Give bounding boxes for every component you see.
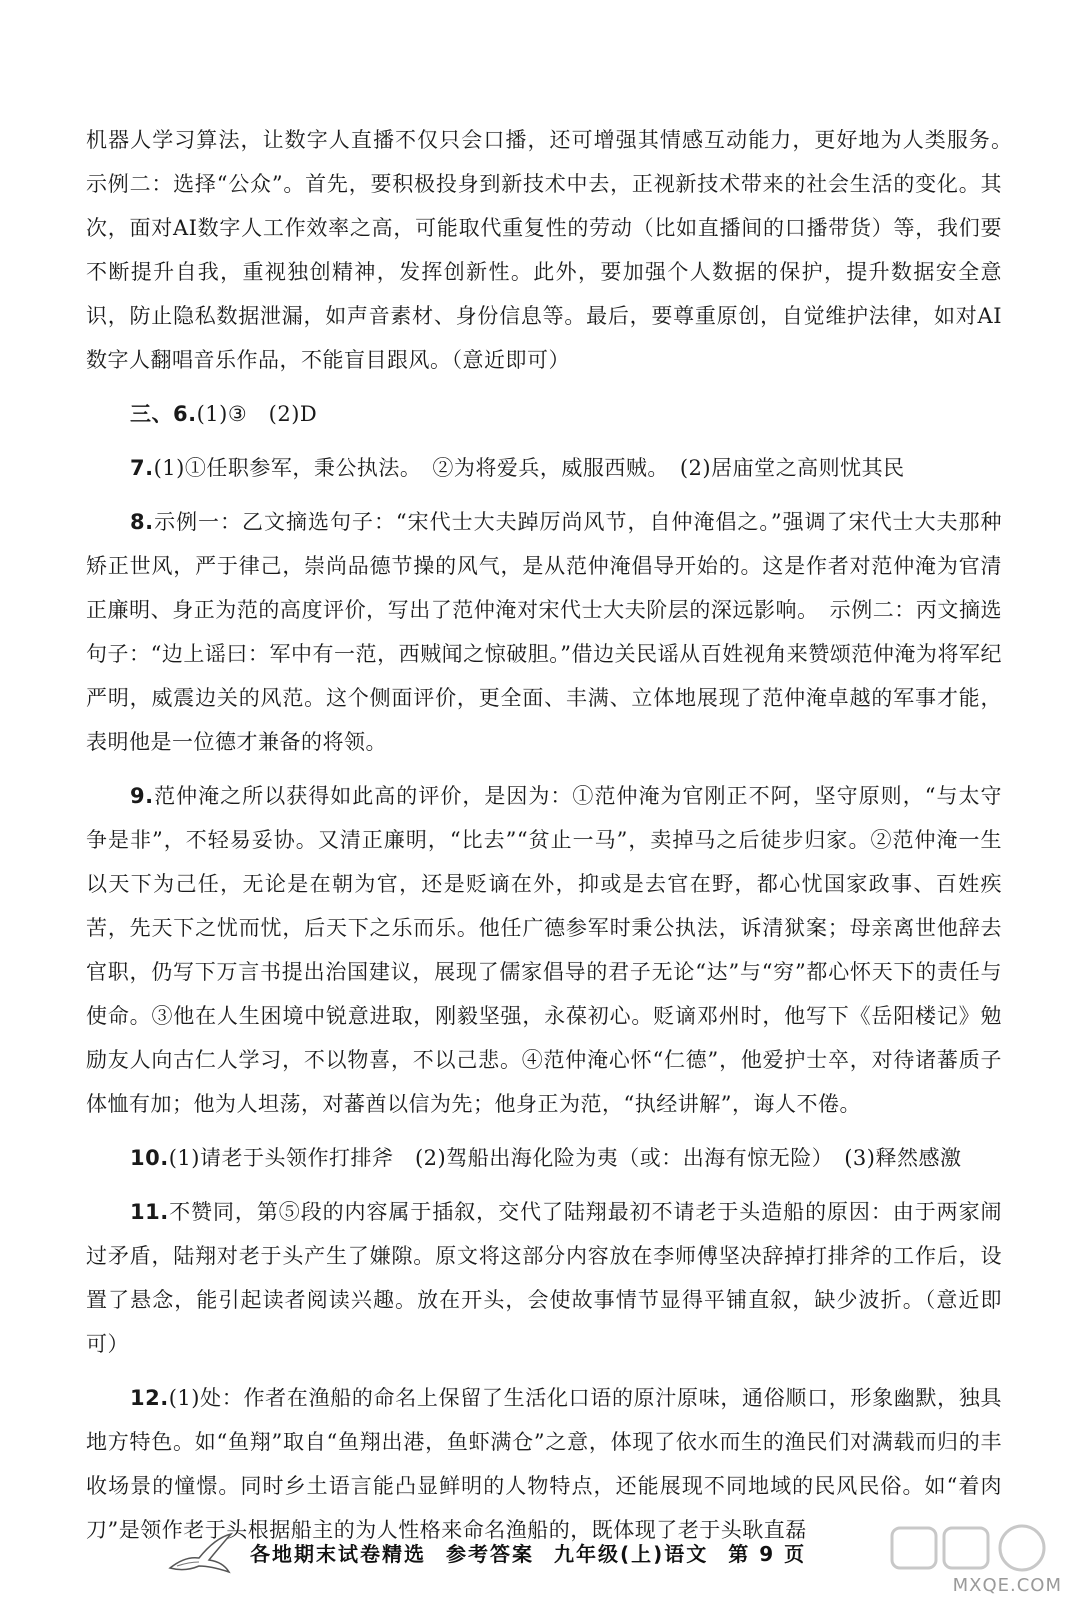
page-footer — [0, 1520, 1092, 1600]
answer-text: (1)处：作者在渔船的命名上保留了生活化口语的原汁原味，通俗顺口，形象幽默，独具地方特色。如“鱼翔”取自“鱼翔出港，鱼虾满仓”之意，体现了依水而生的渔民们对满载而归的丰收场景的憧憬。同时乡土语言能凸显鲜明的人物特点，还能展现不同地域的民风民俗。如“着肉刀”是领作老于头根据船主的为人性格来命名渔船的，既体现了老于头耿直磊 — [86, 1386, 1002, 1542]
answer-q10 — [86, 1136, 1002, 1180]
answer-q11 — [86, 1190, 1002, 1366]
watermark — [872, 1520, 1072, 1600]
question-number: 9. — [130, 784, 154, 808]
question-number: 11. — [130, 1200, 169, 1224]
answer-text: (1)请老于头领作打排斧 (2)驾船出海化险为夷（或：出海有惊无险） (3)释然感激 — [168, 1146, 962, 1170]
swallow-logo-icon — [165, 1528, 235, 1578]
answer-content — [86, 118, 1024, 1562]
paragraph-text: 机器人学习算法，让数字人直播不仅只会口播，还可增强其情感互动能力，更好地为人类服务。 示例二：选择“公众”。首先，要积极投身到新技术中去，正视新技术带来的社会生活的变化。其次，面对AI数字人工作效率之高，可能取代重复性的劳动（比如直播间的口播带货）等，我们要不断提升自我，重视独创精神，发挥创新性。此外，要加强个人数据的保护，提升数据安全意识，防止隐私数据泄漏，如声音素材、身份信息等。最后，要尊重原创，自觉维护法律，如对AI数字人翻唱音乐作品，不能盲目跟风。（意近即可） — [86, 128, 1024, 372]
page-number: 第 9 页 — [728, 1542, 807, 1566]
answer-text: 不赞同，第⑤段的内容属于插叙，交代了陆翔最初不请老于头造船的原因：由于两家闹过矛盾，陆翔对老于头产生了嫌隙。原文将这部分内容放在李师傅坚决辞掉打排斧的工作后，设置了悬念，能引起读者阅读兴趣。放在开头，会使故事情节显得平铺直叙，缺少波折。（意近即可） — [86, 1200, 1002, 1356]
question-number: 10. — [130, 1146, 169, 1170]
answer-q7 — [86, 446, 1002, 490]
section-label: 参考答案 — [446, 1542, 534, 1566]
answer-text: 示例一：乙文摘选句子：“宋代士大夫踔厉尚风节，自仲淹倡之。”强调了宋代士大夫那种矫正世风，严于律己，崇尚品德节操的风气，是从范仲淹倡导开始的。这是作者对范仲淹为官清正廉明、身正为范的高度评价，写出了范仲淹对宋代士大夫阶层的深远影响。 示例二：丙文摘选句子：“边上谣曰：军中有一范，西贼闻之惊破胆。”借边关民谣从百姓视角来赞颂范仲淹为将军纪严明，威震边关的风范。这个侧面评价，更全面、丰满、立体地展现了范仲淹卓越的军事才能，表明他是一位德才兼备的将领。 — [86, 510, 1002, 754]
question-number: 12. — [130, 1386, 169, 1410]
answer-q9 — [86, 774, 1002, 1126]
answer-q6 — [86, 392, 1002, 436]
watermark-text: MXQE.COM — [952, 1575, 1062, 1596]
question-number: 8. — [130, 510, 154, 534]
answer-q8 — [86, 500, 1002, 764]
book-title: 各地期末试卷精选 — [250, 1542, 426, 1566]
answer-text: (1)①任职参军，秉公执法。 ②为将爱兵，威服西贼。 (2)居庙堂之高则忧其民 — [153, 456, 905, 480]
answer-text: (1)③ (2)D — [196, 402, 318, 426]
question-number: 7. — [130, 456, 154, 480]
footer-caption — [250, 1538, 826, 1567]
answer-text: 范仲淹之所以获得如此高的评价，是因为：①范仲淹为官刚正不阿，坚守原则，“与太守争是非”，不轻易妥协。又清正廉明，“比去”“贫止一马”，卖掉马之后徒步归家。②范仲淹一生以天下为己任，无论是在朝为官，还是贬谪在外，抑或是去官在野，都心忧国家政事、百姓疾苦，先天下之忧而忧，后天下之乐而乐。他任广德参军时秉公执法，诉清狱案；母亲离世他辞去官职，仍写下万言书提出治国建议，展现了儒家倡导的君子无论“达”与“穷”都心怀天下的责任与使命。③他在人生困境中锐意进取，刚毅坚强，永葆初心。贬谪邓州时，他写下《岳阳楼记》勉励友人向古仁人学习，不以物喜，不以己悲。④范仲淹心怀“仁德”，他爱护士卒，对待诸蕃质子体恤有加；他为人坦荡，对蕃酋以信为先；他身正为范，“执经讲解”，诲人不倦。 — [86, 784, 1002, 1116]
grade-label: 九年级(上)语文 — [554, 1542, 709, 1566]
question-number: 三、6. — [130, 402, 197, 426]
paragraph-continuation — [86, 118, 1024, 382]
watermark-logo-icon — [872, 1520, 1072, 1576]
